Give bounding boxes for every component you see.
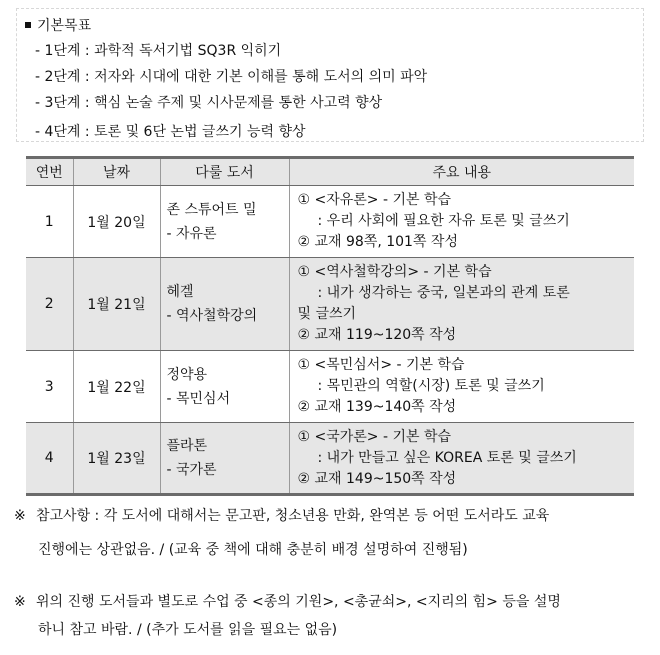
header-no: 연번 (26, 158, 73, 186)
content-line-2: : 목민관의 역할(시장) 토론 및 글쓰기 (317, 378, 545, 394)
header-book: 다룰 도서 (160, 158, 289, 186)
content-line-4: ② 교재 149~150쪽 작성 (297, 470, 457, 487)
schedule-table (26, 156, 634, 496)
row-content (289, 258, 634, 351)
row-content (289, 351, 634, 423)
table-row (26, 351, 634, 423)
note-reference-line-2: 진행에는 상관없음. / (교육 중 책에 대해 충분히 배경 설명하여 진행됨) (38, 542, 468, 558)
book-author: 존 스튜어트 밀 (166, 201, 257, 218)
row-no: 3 (26, 351, 73, 423)
content-line-4: ② 교재 119~120쪽 작성 (297, 327, 457, 343)
book-author: 플라톤 (166, 438, 208, 454)
book-author: 헤겔 (166, 284, 194, 300)
content-line-2: : 우리 사회에 필요한 자유 토론 및 글쓰기 (317, 213, 570, 229)
row-book (160, 351, 289, 423)
row-content (289, 423, 634, 495)
table-header-row (26, 158, 634, 186)
row-date: 1월 23일 (73, 423, 160, 495)
note-reference (14, 502, 644, 564)
book-title: - 자유론 (166, 225, 217, 242)
goal-step-4: - 4단계 : 토론 및 6단 논법 글쓰기 능력 향상 (35, 124, 306, 140)
row-no: 4 (26, 423, 73, 495)
note-extra-books-line-2: 하니 참고 바람. / (추가 도서를 읽을 필요는 없음) (38, 622, 338, 638)
content-line-4: ② 교재 139~140쪽 작성 (297, 399, 457, 415)
row-content (289, 186, 634, 258)
content-line-3: 및 글쓰기 (297, 306, 357, 322)
note-extra-books-line-1: 위의 진행 도서들과 별도로 수업 중 <종의 기원>, <총균쇠>, <지리의 힘> 등을 설명 (36, 594, 561, 610)
content-line-1: ① <목민심서> - 기본 학습 (297, 357, 465, 373)
reference-mark-icon: ※ (14, 508, 26, 524)
content-line-2: : 내가 생각하는 중국, 일본과의 관계 토론 (317, 285, 570, 301)
book-title: - 역사철학강의 (166, 308, 258, 324)
book-title: - 국가론 (166, 462, 217, 478)
goal-step-3: - 3단계 : 핵심 논술 주제 및 시사문제를 통한 사고력 향상 (35, 95, 383, 111)
header-content: 주요 내용 (289, 158, 634, 186)
content-line-4: ② 교재 98쪽, 101쪽 작성 (297, 234, 458, 250)
book-title: - 목민심서 (166, 390, 231, 407)
goals-title: 기본목표 (37, 18, 92, 34)
row-book (160, 186, 289, 258)
table-row (26, 423, 634, 495)
table-row (26, 186, 634, 258)
row-book (160, 423, 289, 495)
goal-step-2: - 2단계 : 저자와 시대에 대한 기본 이해를 통해 도서의 의미 파악 (35, 69, 428, 85)
row-no: 1 (26, 186, 73, 258)
row-no: 2 (26, 258, 73, 351)
content-line-1: ① <역사철학강의> - 기본 학습 (297, 264, 492, 280)
content-line-1: ① <국가론> - 기본 학습 (297, 428, 452, 445)
row-book (160, 258, 289, 351)
goal-step-1: - 1단계 : 과학적 독서기법 SQ3R 익히기 (35, 43, 282, 59)
row-date: 1월 22일 (73, 351, 160, 423)
reference-mark-icon: ※ (14, 594, 26, 610)
note-extra-books (14, 588, 644, 644)
goals-box (16, 8, 644, 142)
row-date: 1월 21일 (73, 258, 160, 351)
table-row (26, 258, 634, 351)
note-reference-line-1: 참고사항 : 각 도서에 대해서는 문고판, 청소년용 만화, 완역본 등 어떤 도서라도 교육 (36, 508, 550, 524)
content-line-2: : 내가 만들고 싶은 KOREA 토론 및 글쓰기 (317, 449, 577, 466)
book-author: 정약용 (166, 366, 208, 383)
content-line-1: ① <자유론> - 기본 학습 (297, 192, 452, 208)
header-date: 날짜 (73, 158, 160, 186)
square-bullet-icon (25, 22, 31, 28)
goals-heading (25, 15, 91, 35)
row-date: 1월 20일 (73, 186, 160, 258)
